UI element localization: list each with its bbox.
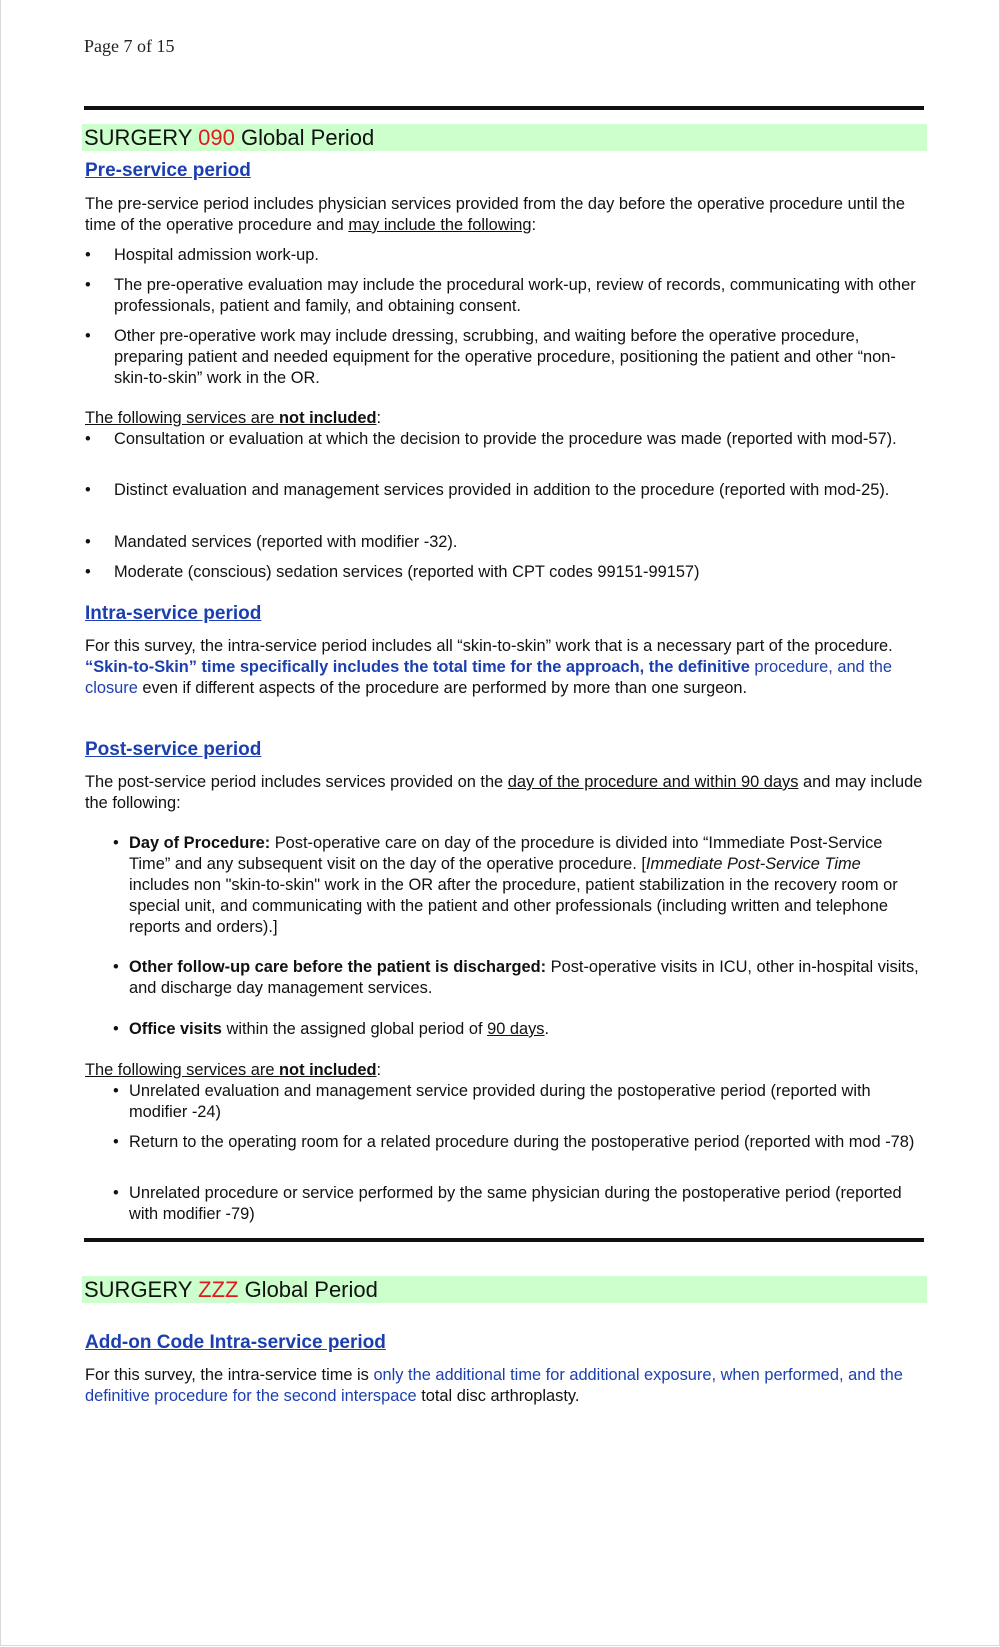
list-item: • Moderate (conscious) sedation services (reported with CPT codes 99151-99157) <box>85 563 700 581</box>
list-item: • Consultation or evaluation at which the decision to provide the procedure was made (reported with mod-57). <box>85 430 897 448</box>
pre-service-intro: The pre-service period includes physician services provided from the day before the operative procedure until the time of the operative procedure and may include the following: <box>85 195 905 234</box>
list-item: • Distinct evaluation and management services provided in addition to the procedure (reported with mod-25). <box>85 481 890 499</box>
list-item: • Mandated services (reported with modifier -32). <box>85 533 458 551</box>
list-item: • Return to the operating room for a related procedure during the postoperative period (reported with mod -78) <box>113 1133 915 1151</box>
list-item: • Other follow-up care before the patient is discharged: Post-operative visits in ICU, other in-hospital visits, and discharge day management services. <box>113 958 919 997</box>
section-title-zzz: SURGERY ZZZ Global Period <box>82 1276 927 1303</box>
intra-service-heading: Intra-service period <box>85 603 262 624</box>
intra-service-text: For this survey, the intra-service period includes all “skin-to-skin” work that is a necessary part of the procedure. “Skin-to-Skin” time specifically includes the total time for the approach, the definitive procedure, and the closure even if different aspects of the procedure are performed by more than one surgeon. <box>85 637 893 697</box>
list-item: • Unrelated evaluation and management service provided during the postoperative period (reported with modifier -24) <box>113 1082 871 1121</box>
post-service-intro: The post-service period includes services provided on the day of the procedure and within 90 days and may include the following: <box>85 773 923 812</box>
add-on-text: For this survey, the intra-service time is only the additional time for additional exposure, when performed, and the definitive procedure for the second interspace total disc arthroplasty. <box>85 1366 903 1405</box>
section-title-090: SURGERY 090 Global Period <box>82 124 927 151</box>
list-item: • Office visits within the assigned global period of 90 days. <box>113 1020 550 1038</box>
global-code: ZZZ <box>198 1277 239 1302</box>
list-item: • Unrelated procedure or service performed by the same physician during the postoperative period (reported with modifier -79) <box>113 1184 902 1223</box>
post-service-heading: Post-service period <box>85 739 262 760</box>
pre-service-heading: Pre-service period <box>85 160 251 181</box>
list-item: • Hospital admission work-up. <box>85 246 319 264</box>
list-item: • Other pre-operative work may include dressing, scrubbing, and waiting before the operative procedure, preparing patient and needed equipment for the operative procedure, positioning the patient and other “non-skin-to-skin” work in the OR. <box>85 327 896 387</box>
global-code: 090 <box>198 125 235 150</box>
top-rule <box>84 106 924 110</box>
pre-not-included-label: The following services are not included: <box>85 409 382 427</box>
add-on-heading: Add-on Code Intra-service period <box>85 1332 386 1353</box>
section-rule <box>84 1238 924 1242</box>
post-not-included-label: The following services are not included: <box>85 1061 382 1079</box>
page-number: Page 7 of 15 <box>84 36 175 56</box>
list-item: • The pre-operative evaluation may include the procedural work-up, review of records, communicating with other professionals, patient and family, and obtaining consent. <box>85 276 916 315</box>
list-item: • Day of Procedure: Post-operative care on day of the procedure is divided into “Immediate Post-Service Time” and any subsequent visit on the day of the operative procedure. [Immediate Post-Service Time includes non "skin-to-skin" work in the OR after the procedure, patient stabilization in the recovery room or special unit, and communicating with the patient and other professionals (including written and telephone reports and orders).] <box>113 834 898 936</box>
